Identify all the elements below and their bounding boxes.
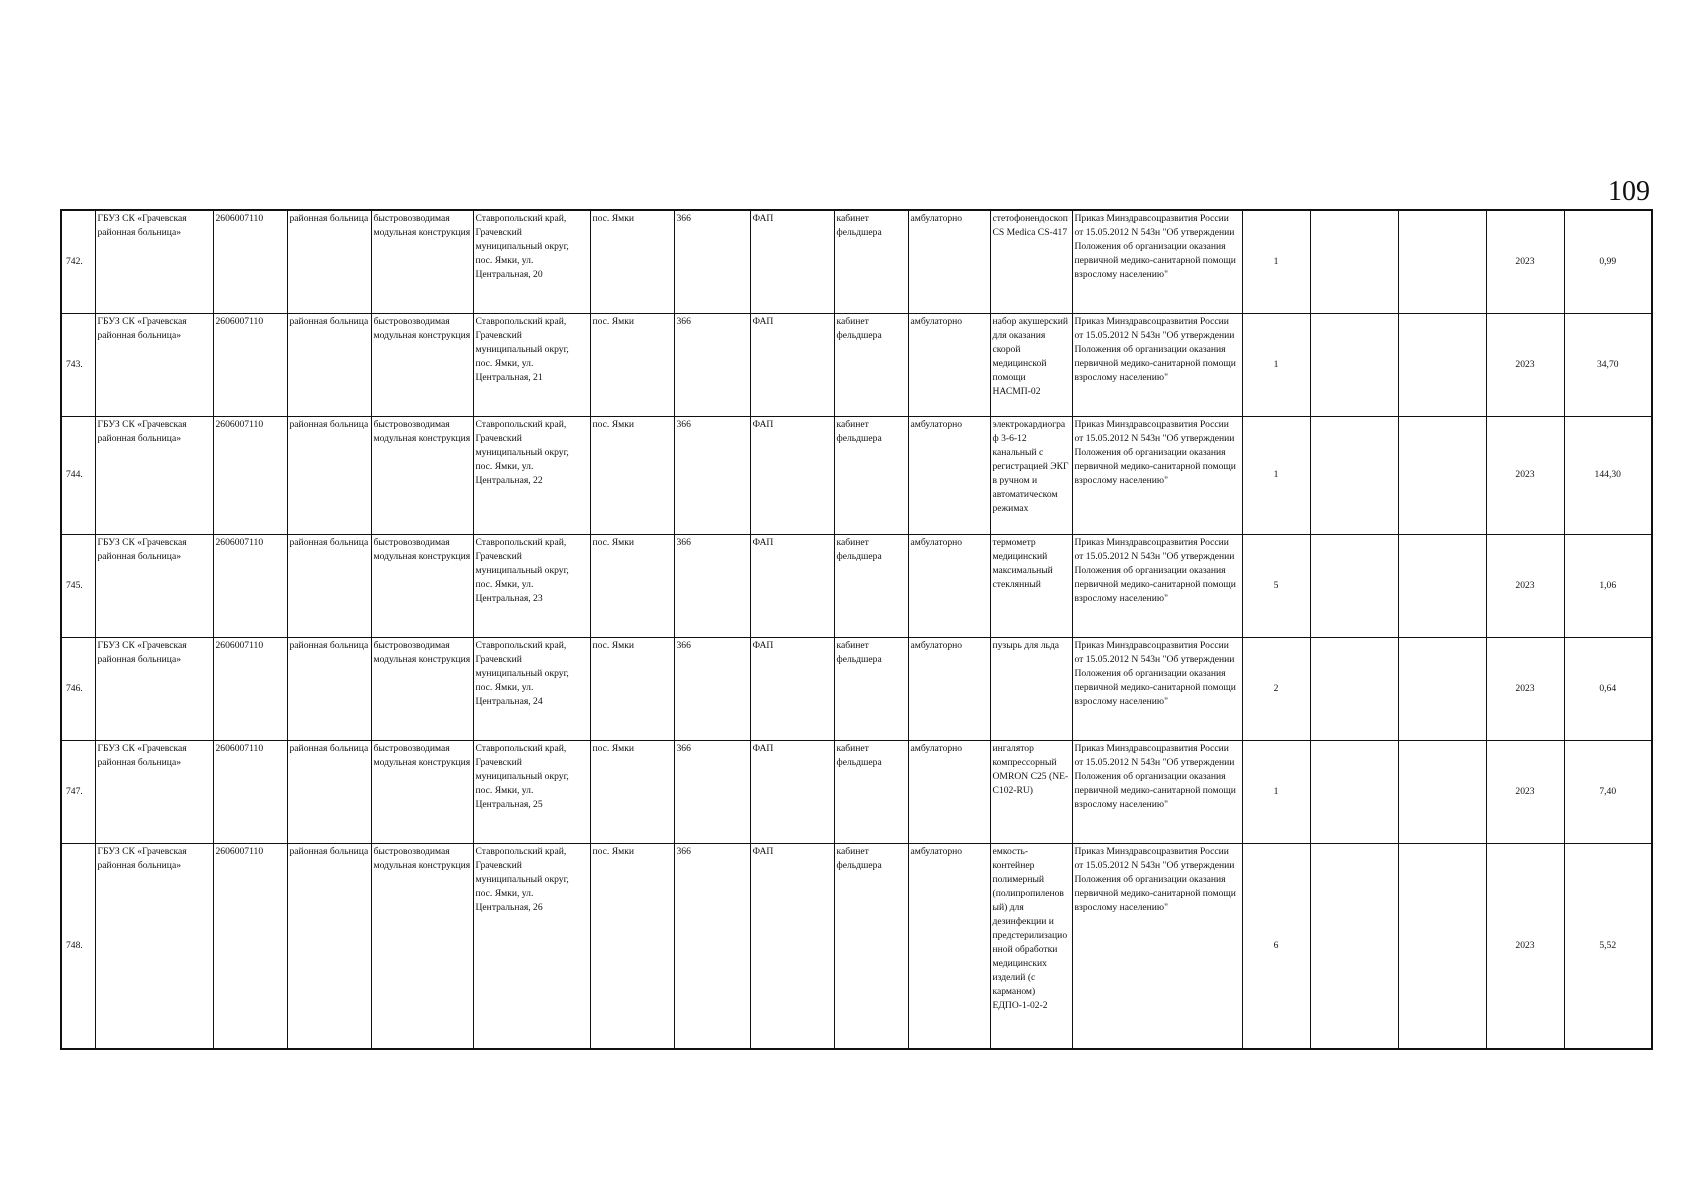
table-row <box>61 210 1652 313</box>
cell-regulation: Приказ Минздравсоцразвития России от 15.05.2012 N 543н "Об утверждении Положения об организации оказания первичной медико-санитарной помощи взрослому населению" <box>1072 843 1242 1049</box>
cell-inn: 2606007110 <box>213 210 287 313</box>
cell-facility-type: районная больница <box>287 843 371 1049</box>
cell-facility-type: районная больница <box>287 637 371 740</box>
cell-unit: ФАП <box>750 637 834 740</box>
table-row <box>61 416 1652 534</box>
cell-cost: 144,30 <box>1564 416 1652 534</box>
cell-room: кабинет фельдшера <box>834 313 908 416</box>
cell-cost: 5,52 <box>1564 843 1652 1049</box>
cell-population: 366 <box>674 534 750 637</box>
cell-building-type: быстровозводимая модульная конструкция <box>371 534 473 637</box>
cell-empty-2 <box>1398 534 1486 637</box>
cell-regulation: Приказ Минздравсоцразвития России от 15.05.2012 N 543н "Об утверждении Положения об организации оказания первичной медико-санитарной помощи взрослому населению" <box>1072 210 1242 313</box>
cell-care-form: амбулаторно <box>908 740 990 843</box>
cell-equipment: набор акушерский для оказания скорой медицинской помощи НАСМП-02 <box>990 313 1072 416</box>
cell-inn: 2606007110 <box>213 313 287 416</box>
cell-inn: 2606007110 <box>213 637 287 740</box>
cell-year: 2023 <box>1486 534 1564 637</box>
cell-quantity: 1 <box>1242 416 1310 534</box>
cell-population: 366 <box>674 210 750 313</box>
cell-unit: ФАП <box>750 313 834 416</box>
cell-cost: 1,06 <box>1564 534 1652 637</box>
cell-unit: ФАП <box>750 416 834 534</box>
cell-row-number: 747. <box>61 740 95 843</box>
cell-care-form: амбулаторно <box>908 210 990 313</box>
table-row <box>61 534 1652 637</box>
cell-facility-type: районная больница <box>287 313 371 416</box>
cell-organization: ГБУЗ СК «Грачевская районная больница» <box>95 637 213 740</box>
cell-cost: 0,64 <box>1564 637 1652 740</box>
cell-organization: ГБУЗ СК «Грачевская районная больница» <box>95 843 213 1049</box>
cell-inn: 2606007110 <box>213 843 287 1049</box>
cell-population: 366 <box>674 637 750 740</box>
cell-building-type: быстровозводимая модульная конструкция <box>371 313 473 416</box>
cell-organization: ГБУЗ СК «Грачевская районная больница» <box>95 534 213 637</box>
cell-empty-1 <box>1310 313 1398 416</box>
cell-empty-1 <box>1310 843 1398 1049</box>
table-row <box>61 313 1652 416</box>
cell-empty-2 <box>1398 416 1486 534</box>
cell-room: кабинет фельдшера <box>834 416 908 534</box>
cell-settlement: пос. Ямки <box>590 534 674 637</box>
cell-address: Ставропольский край, Грачевский муниципальный округ, пос. Ямки, ул. Центральная, 21 <box>473 313 590 416</box>
cell-care-form: амбулаторно <box>908 313 990 416</box>
cell-settlement: пос. Ямки <box>590 843 674 1049</box>
cell-organization: ГБУЗ СК «Грачевская районная больница» <box>95 210 213 313</box>
cell-unit: ФАП <box>750 740 834 843</box>
cell-equipment: ингалятор компрессорный OMRON C25 (NE-C102-RU) <box>990 740 1072 843</box>
cell-equipment: емкость-контейнер полимерный (полипропиленовый) для дезинфекции и предстерилизационной обработки медицинских изделий (с карманом) ЕДПО-1-02-2 <box>990 843 1072 1049</box>
cell-room: кабинет фельдшера <box>834 534 908 637</box>
cell-address: Ставропольский край, Грачевский муниципальный округ, пос. Ямки, ул. Центральная, 20 <box>473 210 590 313</box>
cell-row-number: 743. <box>61 313 95 416</box>
cell-address: Ставропольский край, Грачевский муниципальный округ, пос. Ямки, ул. Центральная, 22 <box>473 416 590 534</box>
cell-equipment: электрокардиограф 3-6-12 канальный с регистрацией ЭКГ в ручном и автоматическом режимах <box>990 416 1072 534</box>
cell-care-form: амбулаторно <box>908 534 990 637</box>
cell-regulation: Приказ Минздравсоцразвития России от 15.05.2012 N 543н "Об утверждении Положения об организации оказания первичной медико-санитарной помощи взрослому населению" <box>1072 740 1242 843</box>
cell-inn: 2606007110 <box>213 416 287 534</box>
cell-organization: ГБУЗ СК «Грачевская районная больница» <box>95 740 213 843</box>
cell-year: 2023 <box>1486 637 1564 740</box>
cell-organization: ГБУЗ СК «Грачевская районная больница» <box>95 416 213 534</box>
cell-year: 2023 <box>1486 843 1564 1049</box>
cell-regulation: Приказ Минздравсоцразвития России от 15.05.2012 N 543н "Об утверждении Положения об организации оказания первичной медико-санитарной помощи взрослому населению" <box>1072 313 1242 416</box>
cell-settlement: пос. Ямки <box>590 313 674 416</box>
table-row <box>61 637 1652 740</box>
cell-year: 2023 <box>1486 740 1564 843</box>
cell-row-number: 746. <box>61 637 95 740</box>
cell-quantity: 1 <box>1242 313 1310 416</box>
cell-building-type: быстровозводимая модульная конструкция <box>371 210 473 313</box>
cell-population: 366 <box>674 313 750 416</box>
cell-address: Ставропольский край, Грачевский муниципальный округ, пос. Ямки, ул. Центральная, 23 <box>473 534 590 637</box>
cell-empty-2 <box>1398 210 1486 313</box>
cell-quantity: 5 <box>1242 534 1310 637</box>
cell-settlement: пос. Ямки <box>590 210 674 313</box>
cell-address: Ставропольский край, Грачевский муниципальный округ, пос. Ямки, ул. Центральная, 24 <box>473 637 590 740</box>
cell-equipment: пузырь для льда <box>990 637 1072 740</box>
cell-room: кабинет фельдшера <box>834 740 908 843</box>
cell-room: кабинет фельдшера <box>834 843 908 1049</box>
cell-facility-type: районная больница <box>287 210 371 313</box>
cell-empty-2 <box>1398 313 1486 416</box>
cell-building-type: быстровозводимая модульная конструкция <box>371 740 473 843</box>
cell-settlement: пос. Ямки <box>590 416 674 534</box>
cell-population: 366 <box>674 740 750 843</box>
cell-unit: ФАП <box>750 210 834 313</box>
table-row <box>61 843 1652 1049</box>
cell-room: кабинет фельдшера <box>834 210 908 313</box>
cell-facility-type: районная больница <box>287 416 371 534</box>
cell-quantity: 1 <box>1242 210 1310 313</box>
cell-equipment: термометр медицинский максимальный стеклянный <box>990 534 1072 637</box>
cell-cost: 0,99 <box>1564 210 1652 313</box>
cell-unit: ФАП <box>750 534 834 637</box>
cell-building-type: быстровозводимая модульная конструкция <box>371 637 473 740</box>
cell-row-number: 745. <box>61 534 95 637</box>
cell-building-type: быстровозводимая модульная конструкция <box>371 843 473 1049</box>
cell-empty-1 <box>1310 740 1398 843</box>
page-number: 109 <box>1608 176 1650 207</box>
cell-cost: 34,70 <box>1564 313 1652 416</box>
cell-equipment: стетофонендоскоп CS Medica CS-417 <box>990 210 1072 313</box>
table-body <box>61 210 1652 1049</box>
cell-population: 366 <box>674 843 750 1049</box>
cell-room: кабинет фельдшера <box>834 637 908 740</box>
cell-regulation: Приказ Минздравсоцразвития России от 15.05.2012 N 543н "Об утверждении Положения об организации оказания первичной медико-санитарной помощи взрослому населению" <box>1072 416 1242 534</box>
cell-empty-1 <box>1310 534 1398 637</box>
cell-facility-type: районная больница <box>287 740 371 843</box>
cell-empty-2 <box>1398 740 1486 843</box>
cell-inn: 2606007110 <box>213 534 287 637</box>
cell-address: Ставропольский край, Грачевский муниципальный округ, пос. Ямки, ул. Центральная, 25 <box>473 740 590 843</box>
cell-organization: ГБУЗ СК «Грачевская районная больница» <box>95 313 213 416</box>
cell-care-form: амбулаторно <box>908 416 990 534</box>
cell-unit: ФАП <box>750 843 834 1049</box>
cell-building-type: быстровозводимая модульная конструкция <box>371 416 473 534</box>
cell-regulation: Приказ Минздравсоцразвития России от 15.05.2012 N 543н "Об утверждении Положения об организации оказания первичной медико-санитарной помощи взрослому населению" <box>1072 534 1242 637</box>
cell-address: Ставропольский край, Грачевский муниципальный округ, пос. Ямки, ул. Центральная, 26 <box>473 843 590 1049</box>
cell-empty-1 <box>1310 210 1398 313</box>
cell-empty-1 <box>1310 416 1398 534</box>
cell-row-number: 744. <box>61 416 95 534</box>
cell-quantity: 6 <box>1242 843 1310 1049</box>
cell-settlement: пос. Ямки <box>590 740 674 843</box>
equipment-register-table <box>60 209 1653 1050</box>
cell-year: 2023 <box>1486 416 1564 534</box>
cell-care-form: амбулаторно <box>908 637 990 740</box>
cell-year: 2023 <box>1486 313 1564 416</box>
cell-row-number: 748. <box>61 843 95 1049</box>
cell-quantity: 2 <box>1242 637 1310 740</box>
cell-settlement: пос. Ямки <box>590 637 674 740</box>
cell-year: 2023 <box>1486 210 1564 313</box>
cell-population: 366 <box>674 416 750 534</box>
cell-facility-type: районная больница <box>287 534 371 637</box>
cell-empty-2 <box>1398 843 1486 1049</box>
cell-quantity: 1 <box>1242 740 1310 843</box>
cell-regulation: Приказ Минздравсоцразвития России от 15.05.2012 N 543н "Об утверждении Положения об организации оказания первичной медико-санитарной помощи взрослому населению" <box>1072 637 1242 740</box>
cell-inn: 2606007110 <box>213 740 287 843</box>
cell-cost: 7,40 <box>1564 740 1652 843</box>
cell-empty-1 <box>1310 637 1398 740</box>
cell-row-number: 742. <box>61 210 95 313</box>
cell-care-form: амбулаторно <box>908 843 990 1049</box>
table-row <box>61 740 1652 843</box>
cell-empty-2 <box>1398 637 1486 740</box>
